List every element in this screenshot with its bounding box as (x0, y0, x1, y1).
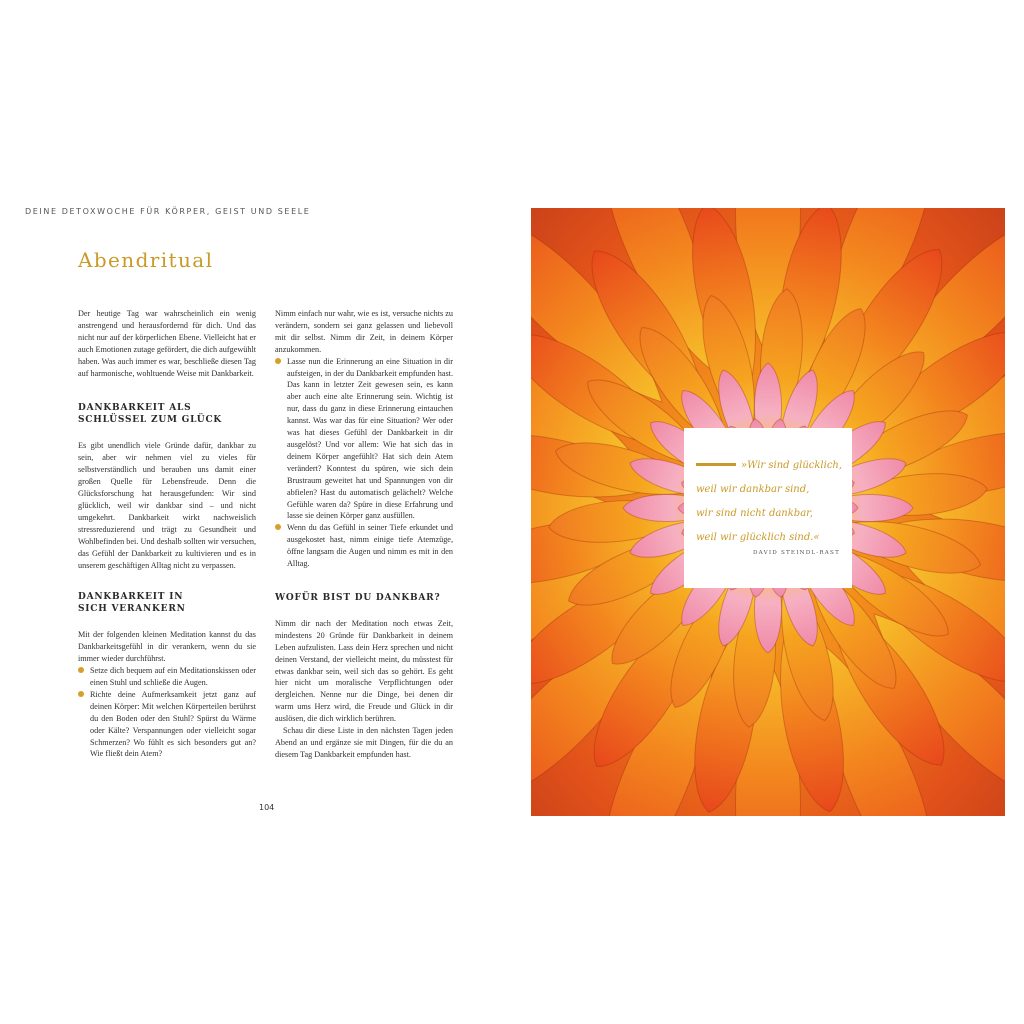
meditation-intro: Mit der folgenden kleinen Meditation kannst du das Dankbarkeitsgefühl in dir verankern, wenn du sie immer wieder durchführst. (78, 630, 256, 664)
quote-line: weil wir glücklich sind.« (696, 532, 820, 543)
section-heading-anchor: DANKBARKEIT IN SICH VERANKERN (78, 592, 186, 615)
list-paragraph: Nimm dir nach der Meditation noch etwas Zeit, mindestens 20 Gründe für Dankbarkeit in deinem Leben aufzulisten. Lass dein Herz sprechen und nicht deinen Verstand, der vielleicht meint, du müsstest für etwas dankbar sein, weil sich das so gehört. Es geht hier nicht um moralische Verpflichtungen oder dergleichen. Nenne nur die Dinge, bei denen dir warm ums Herz wird, die Freude und Glück in dir auslösen, die dich wirklich berühren. (275, 618, 453, 724)
bullet-icon (78, 691, 84, 697)
page-title: Abendritual (78, 248, 214, 272)
meditation-continue: Nimm einfach nur wahr, wie es ist, versuche nichts zu verändern, sondern sei ganz gelassen und liebevoll mit dir selbst. Nimm dir Zeit, in deinem Körper anzukommen. (275, 309, 453, 354)
list-item: Wenn du das Gefühl in seiner Tiefe erkundet und ausgekostet hast, nimm einige tiefe Atemzüge, öffne langsam die Augen und nimm es mit in den Alltag. (275, 522, 453, 570)
page-number: 104 (259, 803, 275, 812)
quote-author: DAVID STEINDL-RAST (752, 550, 840, 556)
list-item: Setze dich bequem auf ein Meditationskissen oder einen Stuhl und schließe die Augen. (78, 665, 256, 689)
quote-line: »Wir sind glücklich, (741, 460, 843, 471)
bullet-icon (275, 524, 281, 530)
text-column-left (78, 308, 256, 760)
quote-text (696, 454, 848, 550)
gratitude-paragraph: Es gibt unendlich viele Gründe dafür, dankbar zu sein, aber wir nehmen viel zu vieles für selbstverständlich und berauben uns damit einer großen Quelle für Lebensfreude. Denn die Glücksforschung hat herausgefunden: Wir sind glücklich, weil wir dankbar sind – und nicht umgekehrt. Dankbarkeit wirkt nachweislich stressreduzierend und trägt zu Gesundheit und Wohlbefinden bei. Und deshalb sollten wir versuchen, das Gefühl der Dankbarkeit zu kultivieren und es in unserem geschäftigen Alltag nicht zu verpassen. (78, 441, 256, 570)
bullet-icon (275, 358, 281, 364)
intro-paragraph: Der heutige Tag war wahrscheinlich ein wenig anstrengend und herausfordernd für dich. Und das nicht nur auf der körperlichen Ebene. Vielleicht hat er auch Emotionen zutage gefördert, die dich aufgewühlt haben. Was auch immer es war, beschließe diesen Tag auf harmonische, wohltuende Weise mit Dankbarkeit. (78, 309, 257, 378)
review-paragraph: Schau dir diese Liste in den nächsten Tagen jeden Abend an und ergänze sie mit Dingen, für die du an diesem Tag Dankbarkeit empfunden hast. (275, 726, 453, 759)
list-item: Richte deine Aufmerksamkeit jetzt ganz auf deinen Körper: Mit welchen Körperteilen berührst du den Boden oder den Stuhl? Spürst du Wärme oder Kälte? Verspannungen oder vielleicht sogar Schmerzen? Wo fühlt es sich besonders gut an? Wie fließt dein Atem? (78, 689, 256, 760)
quote-line: weil wir dankbar sind, (696, 484, 810, 495)
section-heading-gratitude-key: DANKBARKEIT ALS SCHLÜSSEL ZUM GLÜCK (78, 403, 223, 426)
section-heading-thankful-for: WOFÜR BIST DU DANKBAR? (275, 592, 441, 603)
quote-line: wir sind nicht dankbar, (696, 508, 814, 519)
running-head: DEINE DETOXWOCHE FÜR KÖRPER, GEIST UND SEELE (25, 207, 311, 216)
meditation-steps (78, 665, 256, 760)
meditation-steps-continued (275, 356, 453, 570)
quote-box (684, 428, 852, 588)
bullet-icon (78, 667, 84, 673)
text-column-right (275, 308, 453, 761)
list-item: Lasse nun die Erinnerung an eine Situation in dir aufsteigen, in der du Dankbarkeit empfunden hast. Das kann in letzter Zeit gewesen sein, es kann aber auch eine alte Erinnerung sein. Wichtig ist nur, dass du ganz in diese Erinnerung eintauchen kannst. Was war das für eine Situation? Wer oder was hat dieses Gefühl der Dankbarkeit in dir ausgelöst? Und vor allem: Wie hat sich das in deinem Körper angefühlt? Hat sich dein Atem verändert? Konntest du spüren, wie sich dein Brustraum geweitet hat und Spannungen von dir abfielen? Hast du automatisch gelächelt? Welche Gefühle waren da? Spüre in diese Erfahrung und lasse sie deinen Körper ganz ausfüllen. (275, 356, 453, 523)
